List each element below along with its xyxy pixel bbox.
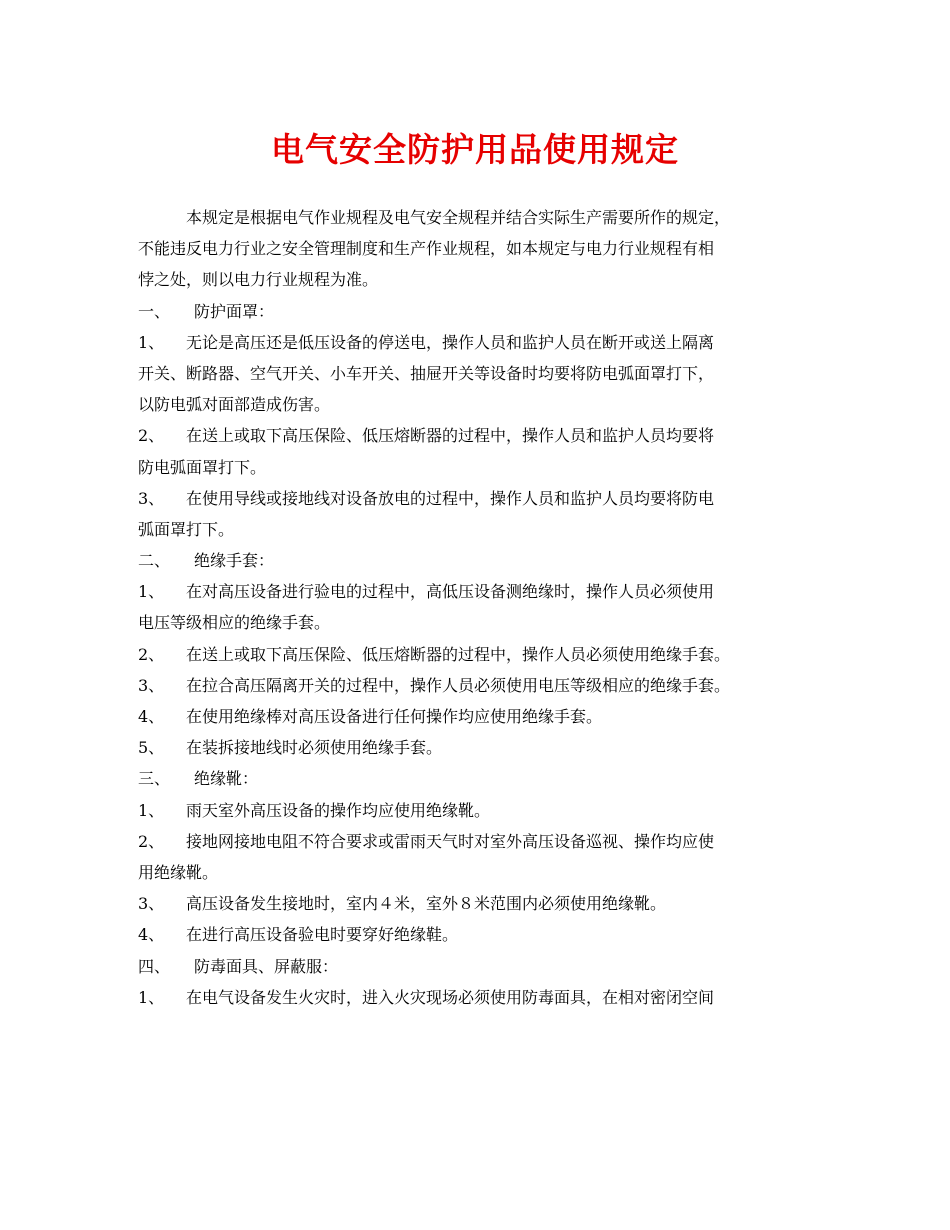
item-text: 在送上或取下高压保险、低压熔断器的过程中，操作人员和监护人员均要将 (186, 426, 715, 446)
section-number: 一、 (138, 301, 171, 321)
list-item (138, 420, 818, 451)
section-heading (138, 763, 818, 794)
section-title: 防护面罩： (194, 301, 275, 321)
list-item (138, 888, 818, 919)
item-continuation: 防电弧面罩打下。 (138, 457, 267, 477)
section-number: 三、 (138, 769, 171, 789)
list-item (138, 327, 818, 358)
intro-line: 悖之处，则以电力行业规程为准。 (138, 270, 379, 290)
item-number: 4、 (138, 707, 165, 726)
item-number: 3、 (138, 675, 165, 695)
list-item (138, 483, 818, 514)
list-item (138, 982, 818, 1013)
item-continuation: 以防电弧对面部造成伤害。 (138, 395, 331, 415)
section-title: 绝缘手套： (194, 551, 275, 571)
item-number: 3、 (138, 894, 165, 914)
document-body (138, 202, 818, 1013)
item-continuation: 用绝缘靴。 (138, 862, 219, 882)
item-text: 雨天室外高压设备的操作均应使用绝缘靴。 (186, 800, 491, 820)
section-title: 防毒面具、屏蔽服： (194, 956, 339, 976)
item-text: 在对高压设备进行验电的过程中，高低压设备测绝缘时，操作人员必须使用 (186, 582, 715, 602)
item-number: 1、 (138, 800, 165, 820)
item-text: 在使用绝缘棒对高压设备进行任何操作均应使用绝缘手套。 (186, 707, 603, 726)
item-text: 在电气设备发生火灾时，进入火灾现场必须使用防毒面具，在相对密闭空间 (186, 987, 715, 1007)
list-item (138, 639, 818, 670)
item-continuation: 电压等级相应的绝缘手套。 (138, 613, 331, 633)
list-item (138, 919, 818, 950)
list-item (138, 732, 818, 763)
item-text: 在进行高压设备验电时要穿好绝缘鞋。 (186, 925, 459, 945)
item-text: 无论是高压还是低压设备的停送电，操作人员和监护人员在断开或送上隔离 (186, 332, 715, 352)
item-number: 1、 (138, 987, 165, 1007)
intro-line: 本规定是根据电气作业规程及电气安全规程并结合实际生产需要所作的规定， (186, 208, 731, 227)
section-title: 绝缘靴： (194, 769, 259, 789)
item-number: 3、 (138, 488, 165, 508)
section-number: 二、 (138, 551, 171, 571)
item-number: 2、 (138, 644, 165, 664)
intro-line: 不能违反电力行业之安全管理制度和生产作业规程，如本规定与电力行业规程有相 (138, 239, 715, 259)
section-heading (138, 545, 818, 576)
section-heading (138, 951, 818, 982)
list-item (138, 576, 818, 607)
list-item (138, 826, 818, 857)
item-number: 4、 (138, 925, 165, 945)
item-number: 5、 (138, 738, 165, 758)
item-number: 1、 (138, 582, 165, 602)
list-item (138, 670, 818, 701)
item-continuation: 弧面罩打下。 (138, 519, 235, 539)
item-number: 2、 (138, 426, 165, 446)
item-continuation: 开关、断路器、空气开关、小车开关、抽屉开关等设备时均要将防电弧面罩打下， (138, 363, 715, 383)
section-heading (138, 296, 818, 327)
section-number: 四、 (138, 956, 171, 976)
item-text: 在拉合高压隔离开关的过程中，操作人员必须使用电压等级相应的绝缘手套。 (186, 675, 731, 695)
item-text: 在使用导线或接地线对设备放电的过程中，操作人员和监护人员均要将防电 (186, 488, 715, 508)
item-text: 高压设备发生接地时，室内４米，室外８米范围内必须使用绝缘靴。 (186, 894, 667, 914)
item-text: 在送上或取下高压保险、低压熔断器的过程中，操作人员必须使用绝缘手套。 (186, 644, 731, 664)
item-text: 在装拆接地线时必须使用绝缘手套。 (186, 738, 443, 758)
item-number: 1、 (138, 332, 165, 352)
list-item (138, 701, 818, 732)
item-text: 接地网接地电阻不符合要求或雷雨天气时对室外高压设备巡视、操作均应使 (186, 831, 715, 851)
document-title: 电气安全防护用品使用规定 (271, 130, 679, 169)
item-number: 2、 (138, 831, 165, 851)
list-item (138, 795, 818, 826)
